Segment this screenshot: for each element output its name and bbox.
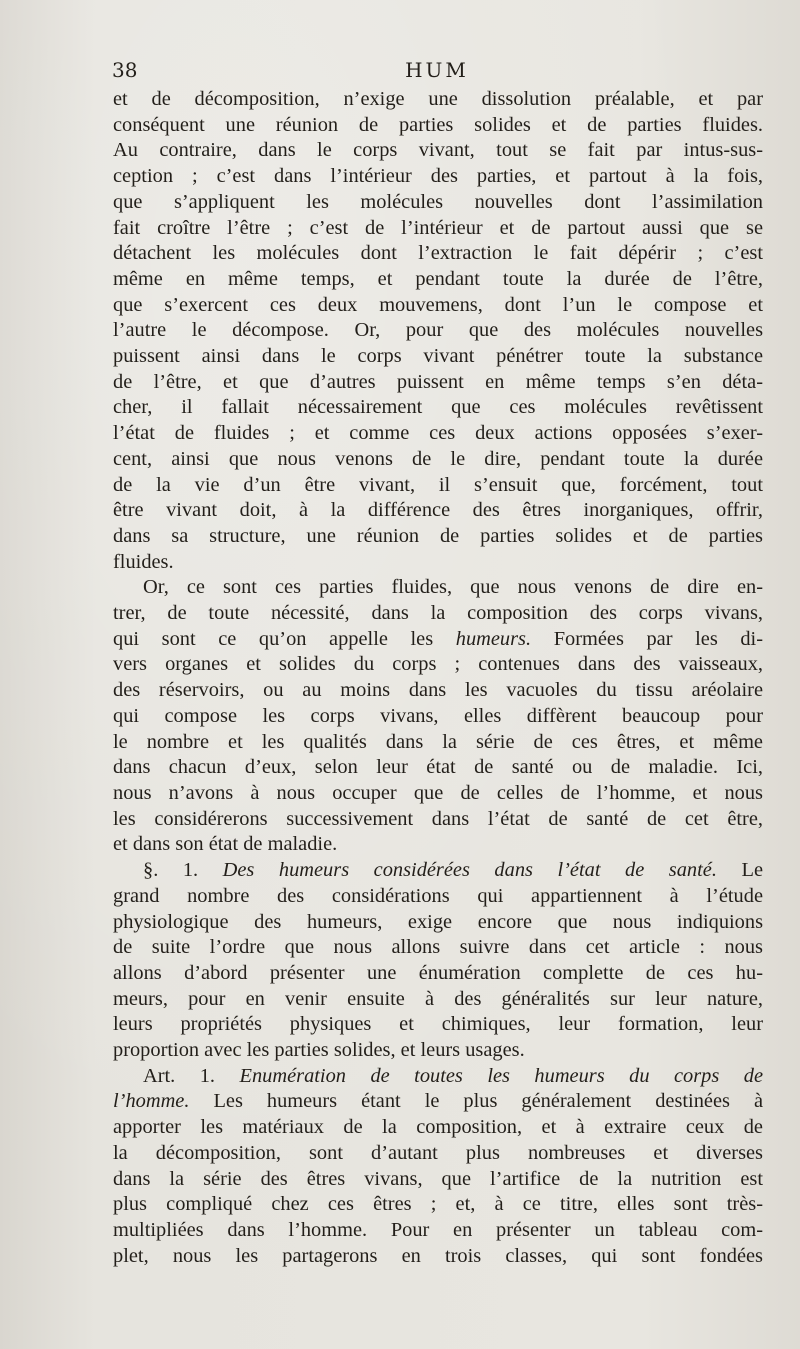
text-line: grand nombre des considérations qui appartiennent à l’étude xyxy=(113,884,763,907)
paragraph-2 xyxy=(113,575,763,858)
text-line: l’état de fluides ; et comme ces deux actions opposées s’exer- xyxy=(113,422,763,445)
text-line: de la vie d’un être vivant, il s’ensuit que, forcément, tout xyxy=(113,473,763,496)
text-line: qui compose les corps vivans, elles diffèrent beaucoup pour xyxy=(113,704,763,727)
running-head xyxy=(112,58,762,86)
text-line: physiologique des humeurs, exige encore que nous indiquions xyxy=(113,910,763,933)
text-line: les considérerons successivement dans l’état de santé de cet être, xyxy=(113,807,763,830)
text-line: que s’appliquent les molécules nouvelles dont l’assimilation xyxy=(113,190,763,213)
paragraph-4 xyxy=(113,1064,763,1270)
text-line: multipliées dans l’homme. Pour en présenter un tableau com- xyxy=(113,1218,763,1241)
article-title: Enumération de toutes les humeurs du corps de xyxy=(239,1064,763,1087)
text-line: ception ; c’est dans l’intérieur des parties, et partout à la fois, xyxy=(113,165,763,188)
text-line: allons d’abord présenter une énumération complette de ces hu- xyxy=(113,961,763,984)
text-line: le nombre et les qualités dans la série de ces êtres, et même xyxy=(113,730,763,753)
text-line: l’autre le décompose. Or, pour que des molécules nouvelles xyxy=(113,319,763,342)
text-fragment: Les humeurs étant le plus généralement destinées à xyxy=(213,1090,763,1113)
text-fragment: qui sont ce qu’on appelle les xyxy=(113,627,434,650)
text-fragment: Le xyxy=(741,859,763,882)
text-line: proportion avec les parties solides, et leurs usages. xyxy=(113,1039,525,1062)
text-line: cent, ainsi que nous venons de le dire, pendant toute la durée xyxy=(113,447,763,470)
paragraph-3 xyxy=(113,858,763,1064)
text-line: Or, ce sont ces parties fluides, que nous venons de dire en- xyxy=(143,576,763,599)
text-line: meurs, pour en venir ensuite à des généralités sur leur nature, xyxy=(113,987,763,1010)
text-line: cher, il fallait nécessairement que ces molécules revêtissent xyxy=(113,396,763,419)
text-line: et de décomposition, n’exige une dissolution préalable, et par xyxy=(113,88,763,110)
text-line: plus compliqué chez ces êtres ; et, à ce titre, elles sont très- xyxy=(113,1193,763,1216)
text-line: dans sa structure, une réunion de parties solides et de parties xyxy=(113,524,763,547)
text-line: de suite l’ordre que nous allons suivre dans cet article : nous xyxy=(113,936,763,959)
section-mark: §. 1. xyxy=(143,859,199,882)
text-line: apporter les matériaux de la composition, et à extraire ceux de xyxy=(113,1116,763,1139)
running-title: HUM xyxy=(405,58,469,82)
text-line: dans chacun d’eux, selon leur état de santé ou de maladie. Ici, xyxy=(113,756,763,779)
text-line: plet, nous les partagerons en trois classes, qui sont fondées xyxy=(113,1244,763,1267)
text-line: détachent les molécules dont l’extraction le fait dépérir ; c’est xyxy=(113,242,763,265)
article-heading-line xyxy=(113,1064,763,1090)
section-title: Des humeurs considérées dans l’état de santé. xyxy=(222,859,717,882)
text-line: la décomposition, sont d’autant plus nombreuses et diverses xyxy=(113,1141,763,1164)
section-heading-line xyxy=(113,858,763,884)
text-line: trer, de toute nécessité, dans la composition des corps vivans, xyxy=(113,602,763,625)
italic-term: humeurs. xyxy=(455,627,532,650)
text-line: fluides. xyxy=(113,550,174,573)
article-title-continued: l’homme. xyxy=(113,1090,190,1113)
text-line: que s’exercent ces deux mouvemens, dont l’un le compose et xyxy=(113,293,763,316)
article-heading-line-2 xyxy=(113,1089,763,1115)
text-line: être vivant doit, à la différence des êtres inorganiques, offrir, xyxy=(113,499,763,522)
text-line: fait croître l’être ; c’est de l’intérieur et de partout aussi que se xyxy=(113,216,763,239)
text-line: puissent ainsi dans le corps vivant pénétrer toute la substance xyxy=(113,345,763,368)
paragraph-1 xyxy=(113,87,763,575)
text-line-with-term xyxy=(113,627,763,653)
article-mark: Art. 1. xyxy=(143,1064,216,1087)
text-line: dans la série des êtres vivans, que l’artifice de la nutrition est xyxy=(113,1167,763,1190)
text-line: des réservoirs, ou au moins dans les vacuoles du tissu aréolaire xyxy=(113,679,763,702)
text-line: leurs propriétés physiques et chimiques, leur formation, leur xyxy=(113,1013,763,1036)
text-line: de l’être, et que d’autres puissent en même temps s’en déta- xyxy=(113,370,763,393)
text-line: Au contraire, dans le corps vivant, tout se fait par intus-sus- xyxy=(113,139,763,162)
text-line: nous n’avons à nous occuper que de celles de l’homme, et nous xyxy=(113,781,763,804)
text-line: même en même temps, et pendant toute la durée de l’être, xyxy=(113,267,763,290)
page-number: 38 xyxy=(112,58,138,82)
text-line: et dans son état de maladie. xyxy=(113,833,338,856)
text-fragment: Formées par les di- xyxy=(553,627,763,650)
text-line: conséquent une réunion de parties solides et de parties fluides. xyxy=(113,113,763,136)
text-line: vers organes et solides du corps ; contenues dans des vaisseaux, xyxy=(113,653,763,676)
body-text xyxy=(113,87,763,1269)
